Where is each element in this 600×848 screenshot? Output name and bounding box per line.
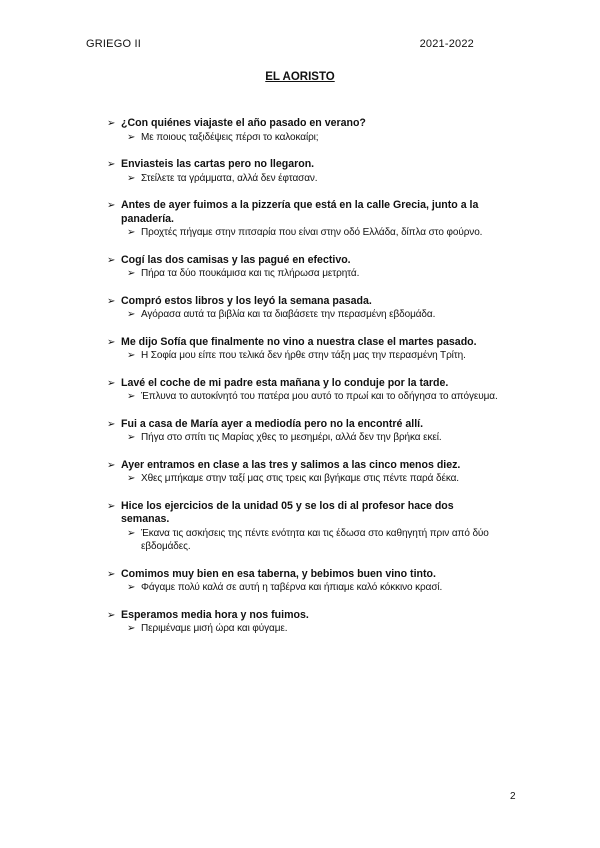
arrow-bullet-icon: ➢ (107, 418, 116, 430)
arrow-bullet-icon: ➢ (107, 118, 116, 129)
header-course: GRIEGO II (86, 38, 141, 50)
arrow-bullet-icon: ➢ (127, 473, 136, 484)
arrow-bullet-icon: ➢ (107, 459, 116, 471)
arrow-bullet-icon: ➢ (107, 295, 116, 307)
spanish-sentence: ➢ Cogí las dos camisas y las pagué en efectivo. (107, 253, 351, 266)
list-item (107, 295, 503, 322)
greek-translation: ➢ Φάγαμε πολύ καλά σε αυτή η ταβέρνα και ήπιαμε καλό κόκκινο κρασί. (127, 582, 443, 593)
greek-translation: ➢ Έκανα τις ασκήσεις της πέντε ενότητα και τις έδωσα στο καθηγητή πριν από δύο εβδομάδες. (127, 527, 489, 552)
page-number: 2 (510, 791, 516, 802)
greek-translation: ➢ Έπλυνα το αυτοκίνητό του πατέρα μου αυτό το πρωί και το οδήγησα το απόγευμα. (127, 391, 498, 402)
greek-translation: ➢ Αγόρασα αυτά τα βιβλία και τα διαβάσετε την περασμένη εβδομάδα. (127, 309, 436, 320)
greek-translation: ➢ Προχτές πήγαμε στην πιτσαρία που είναι στην οδό Ελλάδα, δίπλα στο φούρνο. (127, 227, 483, 238)
spanish-sentence: ➢ Fui a casa de María ayer a mediodía pero no la encontré allí. (107, 417, 424, 430)
arrow-bullet-icon: ➢ (107, 200, 116, 211)
list-item (107, 158, 503, 185)
arrow-bullet-icon: ➢ (127, 172, 136, 184)
arrow-bullet-icon: ➢ (107, 336, 116, 348)
arrow-bullet-icon: ➢ (107, 568, 116, 580)
header-year: 2021-2022 (419, 38, 474, 50)
spanish-sentence: ➢ Comimos muy bien en esa taberna, y bebimos buen vino tinto. (107, 567, 436, 580)
list-item (107, 336, 503, 363)
list-item (107, 117, 503, 144)
page-header (86, 38, 474, 50)
list-item (107, 500, 503, 554)
spanish-sentence: ➢ Me dijo Sofía que finalmente no vino a nuestra clase el martes pasado. (107, 335, 477, 348)
list-item (107, 609, 503, 636)
arrow-bullet-icon: ➢ (107, 500, 116, 512)
arrow-bullet-icon: ➢ (127, 131, 136, 143)
greek-translation: ➢ Πήρα τα δύο πουκάμισα και τις πλήρωσα μετρητά. (127, 268, 360, 279)
list-item (107, 459, 503, 486)
arrow-bullet-icon: ➢ (127, 527, 136, 539)
arrow-bullet-icon: ➢ (127, 350, 136, 361)
greek-translation: ➢ Στείλετε τα γράμματα, αλλά δεν έφτασαν. (127, 172, 318, 184)
arrow-bullet-icon: ➢ (127, 391, 136, 402)
list-item (107, 377, 503, 404)
arrow-bullet-icon: ➢ (127, 432, 136, 443)
spanish-sentence: ➢ Esperamos media hora y nos fuimos. (107, 608, 309, 621)
spanish-sentence: ➢ Compró estos libros y los leyó la semana pasada. (107, 294, 372, 307)
arrow-bullet-icon: ➢ (107, 254, 116, 266)
arrow-bullet-icon: ➢ (107, 377, 116, 389)
sentence-list (107, 117, 503, 650)
spanish-sentence: ➢ Lavé el coche de mi padre esta mañana y lo conduje por la tarde. (107, 376, 449, 389)
page-title: EL AORISTO (265, 71, 335, 83)
greek-translation: ➢ Περιμέναμε μισή ώρα και φύγαμε. (127, 623, 288, 634)
spanish-sentence: ➢ Hice los ejercicios de la unidad 05 y se los di al profesor hace dos semanas. (107, 499, 454, 525)
greek-translation: ➢ Πήγα στο σπίτι τις Μαρίας χθες το μεσημέρι, αλλά δεν την βρήκα εκεί. (127, 432, 442, 443)
list-item (107, 418, 503, 445)
greek-translation: ➢ Με ποιους ταξιδέψεις πέρσι το καλοκαίρι; (127, 131, 319, 143)
arrow-bullet-icon: ➢ (107, 609, 116, 621)
arrow-bullet-icon: ➢ (127, 623, 136, 634)
spanish-sentence: ➢ Enviasteis las cartas pero no llegaron. (107, 158, 315, 170)
arrow-bullet-icon: ➢ (127, 227, 136, 238)
spanish-sentence: ➢ Antes de ayer fuimos a la pizzería que está en la calle Grecia, junto a la panadería. (107, 199, 479, 225)
list-item (107, 254, 503, 281)
spanish-sentence: ➢ ¿Con quiénes viajaste el año pasado en verano? (107, 117, 366, 129)
spanish-sentence: ➢ Ayer entramos en clase a las tres y salimos a las cinco menos diez. (107, 458, 461, 471)
greek-translation: ➢ Χθες μπήκαμε στην ταξί μας στις τρεις και βγήκαμε στις πέντε παρά δέκα. (127, 473, 459, 484)
arrow-bullet-icon: ➢ (107, 159, 116, 170)
arrow-bullet-icon: ➢ (127, 309, 136, 320)
arrow-bullet-icon: ➢ (127, 268, 136, 279)
greek-translation: ➢ Η Σοφία μου είπε που τελικά δεν ήρθε στην τάξη μας την περασμένη Τρίτη. (127, 350, 466, 361)
list-item (107, 568, 503, 595)
arrow-bullet-icon: ➢ (127, 582, 136, 593)
list-item (107, 199, 503, 240)
